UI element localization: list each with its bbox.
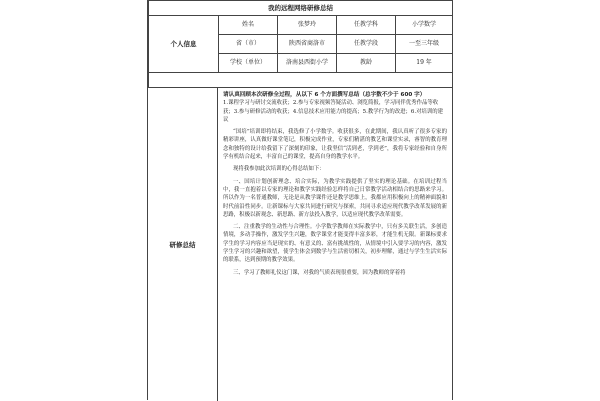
info-value-subject: 小学数学 <box>396 16 453 35</box>
document-title: 我的远程网络研修总结 <box>149 1 453 16</box>
info-label-name: 姓名 <box>219 16 278 35</box>
info-value-school: 洛南县西街小学 <box>278 54 337 73</box>
section-label-summary: 研修总结 <box>148 88 218 401</box>
info-table <box>148 0 453 88</box>
summary-body <box>218 88 452 401</box>
info-value-years: 19 年 <box>396 54 453 73</box>
summary-document <box>147 0 453 400</box>
summary-items: 1.课程学习与研讨交流收获；2.参与专家视频答疑活动、浏览简报，学习同伴优秀作品等收获；3.参与研修活动的收获；4.信息技术应用能力的提高；5.教学行为的改进；6.对培训的建议 <box>223 100 444 123</box>
info-value-name: 张梦玲 <box>278 16 337 35</box>
summary-instruction: 请认真回顾本次研修全过程，从以下 6 个方面撰写总结（总字数不少于 600 字） <box>223 92 426 98</box>
info-label-school: 学校（单位） <box>219 54 278 73</box>
section-label-personal-info: 个人信息 <box>149 16 219 73</box>
info-value-province: 陕西省商洛市 <box>278 35 337 54</box>
summary-paragraph: 三、学习了教师礼仪这门课，对我的气质表现很重要，因为教师的穿着将 <box>233 269 406 276</box>
summary-paragraph: “国培”培训即将结束，我选修了小学数学。收获很多，在此期间，我认真听了很多专家的精彩讲座，认真做好课堂笔记，积极完成作业，专家们精湛的教艺和课堂实录，睿智的教育理念和独特的设计给我留下了深刻的印象，让我坚信“活到老，学到老”，我将专家经验和自身所学有机结合起来，丰富自己的课堂，提高自身的教学水平。 <box>223 129 447 161</box>
info-label-province: 省（市） <box>219 35 278 54</box>
summary-paragraph: 二、注重教学的生动性与合理性。小学数学教师在实际教学中，只有多关联生活，多创造情境，多动手操作，激发学生兴趣，数学课堂才能变得丰富多彩，才能生机无限。新课标要求学生的学习内容应当是现实的、有意义的、富有挑战性的，从情境中引入要学习的内容，激发学生学习的兴趣和欲望，使学生体会到数学与生活密切相关，初步理解，通过与学生生活实际的联系，达到预期的教学效果。 <box>223 224 447 264</box>
info-value-stage: 一至三年级 <box>396 35 453 54</box>
info-label-years: 教龄 <box>337 54 396 73</box>
summary-paragraph: 现将我参加此次培训的心得总结如下： <box>233 166 325 173</box>
summary-paragraph: 一、国培计划创新理念、培合实际，为教学实践提供了坚实的理论基础。在培训过程当中，我一直抱着以专家的理论和教学实践经验怎样将自己日常教学活动相结合的思路来学习。所以作为一名普通教师，无论是从教学课件还是教学思维上，我都应用积极向上的精神面貌和时代前沿性同步。让新课标与大家共同进行研究与探索，共同寻求适应现代教学改革发展的新思路，积极以新观念、新思路、新方法投入教学，以适应现代教学改革需要。 <box>223 178 447 218</box>
info-label-subject: 任教学科 <box>337 16 396 35</box>
spacer-row <box>149 73 453 88</box>
summary-section <box>148 87 452 400</box>
info-label-stage: 任教学段 <box>337 35 396 54</box>
